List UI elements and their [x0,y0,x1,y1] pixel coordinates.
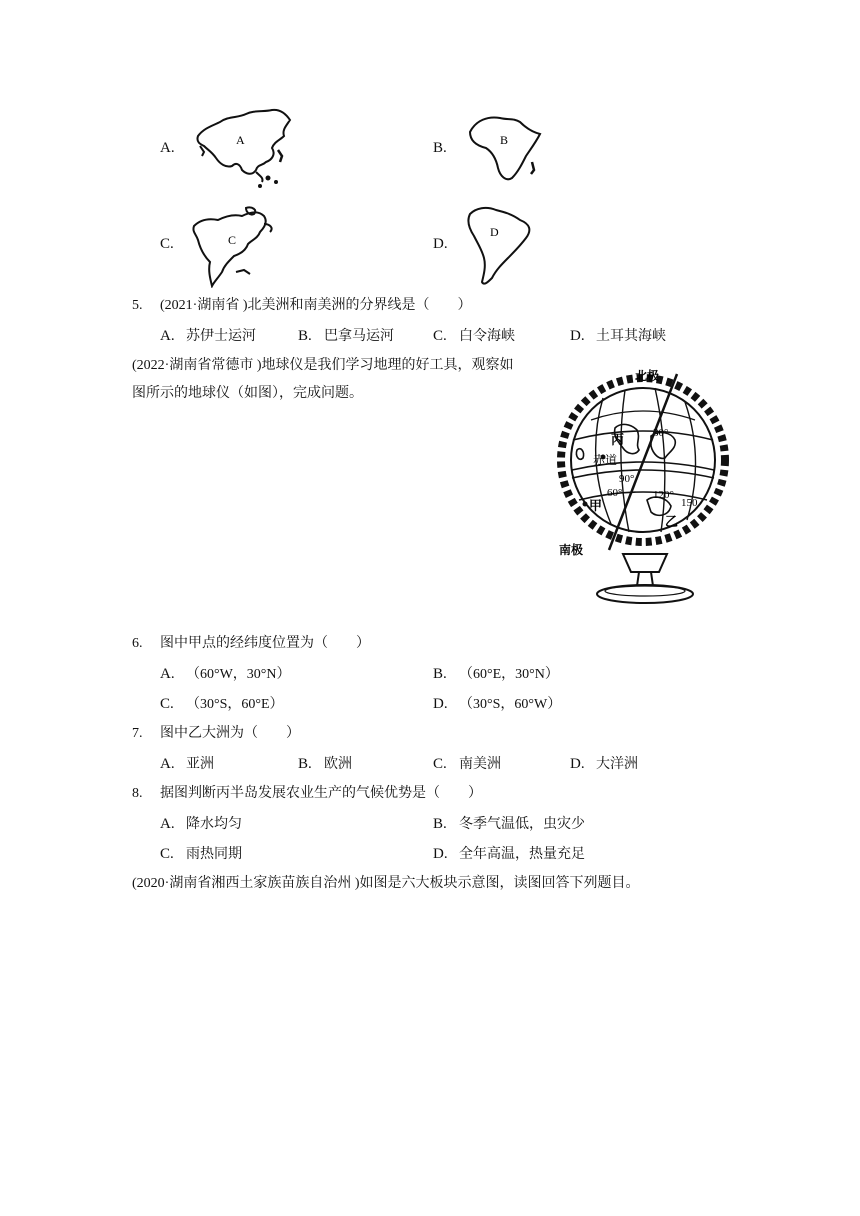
globe-jia-label: 甲 [589,498,603,513]
q6-option-b-text: （60°E，30°N） [459,667,559,682]
q4-option-b-letter[interactable]: B. [433,140,447,156]
q5-option-d-text: 土耳其海峡 [596,329,666,344]
q6-option-b[interactable] [433,664,559,685]
q6-option-c-text: （30°S，60°E） [186,697,284,712]
africa-outline-map[interactable] [460,108,550,186]
q6-option-a-letter: A. [160,666,175,682]
q7-option-d-letter: D. [570,756,585,772]
globe-equator-label: 赤道 [593,453,618,467]
q7-stem: 图中乙大洲为（ ） [160,726,300,741]
q7-option-a-text: 亚洲 [186,757,214,772]
plates-intro: (2020·湖南省湘西土家族苗族自治州 )如图是六大板块示意图，读图回答下列题目。 [132,876,640,891]
q6-option-c-letter: C. [160,696,174,712]
q5-stem: (2021·湖南省 )北美洲和南美洲的分界线是（ ） [160,298,472,313]
q6-number: 6. [132,636,143,651]
globe-intro-line-1: (2022·湖南省常德市 )地球仪是我们学习地理的好工具，观察如 [132,358,514,373]
q6-option-d-text: （30°S，60°W） [459,697,562,712]
globe-deg-150-label: 150 [681,497,698,509]
q5-option-b[interactable] [298,326,394,347]
globe-deg-60-label: 60° [607,487,623,499]
q6-option-d[interactable] [433,694,561,715]
q4-option-a-letter[interactable]: A. [160,140,175,156]
q4-option-d-letter[interactable]: D. [433,236,448,252]
globe-deg-90-label: 90° [619,473,635,485]
africa-map-label: B [500,133,509,147]
q5-option-d[interactable] [570,326,666,347]
q5-option-d-letter: D. [570,328,585,344]
q8-option-b-text: 冬季气温低，虫灾少 [459,817,585,832]
q5-option-b-text: 巴拿马运河 [324,329,394,344]
q5-option-c-letter: C. [433,328,447,344]
q8-option-c-text: 雨热同期 [186,847,242,862]
q6-option-a-text: （60°W，30°N） [186,667,291,682]
q7-number: 7. [132,726,143,741]
q7-option-d[interactable] [570,754,638,775]
globe-deg-120-label: 120° [653,489,674,501]
q5-option-c-text: 白令海峡 [459,329,515,344]
globe-deg-30-label: 30° [653,427,669,439]
q8-option-c-letter: C. [160,846,174,862]
q5-option-a-text: 苏伊士运河 [186,329,256,344]
q6-option-d-letter: D. [433,696,448,712]
q5-option-a[interactable] [160,326,256,347]
q8-option-d-letter: D. [433,846,448,862]
q7-option-c-text: 南美洲 [459,757,501,772]
q8-option-b[interactable] [433,814,585,835]
q7-option-a-letter: A. [160,756,175,772]
south-america-outline-map[interactable] [460,202,540,288]
globe-yi-label: 乙 [665,514,679,529]
asia-map-label: A [236,133,245,147]
south-america-map-label: D [490,225,499,239]
q5-option-b-letter: B. [298,328,312,344]
q7-option-d-text: 大洋洲 [596,757,638,772]
q5-number: 5. [132,298,143,313]
q7-option-c[interactable] [433,754,501,775]
q8-option-a-letter: A. [160,816,175,832]
globe-figure [555,358,735,608]
q4-option-c-letter[interactable]: C. [160,236,174,252]
asia-outline-map[interactable] [190,106,295,192]
q7-option-b-text: 欧洲 [324,757,352,772]
globe-intro-line-2: 图所示的地球仪（如图），完成问题。 [132,386,363,401]
q5-option-c[interactable] [433,326,515,347]
q6-option-a[interactable] [160,664,291,685]
q8-option-d[interactable] [433,844,585,865]
q8-option-c[interactable] [160,844,242,865]
q8-stem: 据图判断丙半岛发展农业生产的气候优势是（ ） [160,786,482,801]
q6-option-b-letter: B. [433,666,447,682]
q8-number: 8. [132,786,143,801]
q5-option-a-letter: A. [160,328,175,344]
q7-option-a[interactable] [160,754,214,775]
q6-stem: 图中甲点的经纬度位置为（ ） [160,636,370,651]
north-america-map-label: C [228,233,237,247]
q7-option-b-letter: B. [298,756,312,772]
globe-south-pole-label: 南极 [559,543,584,557]
north-america-outline-map[interactable] [188,204,280,288]
q8-option-a[interactable] [160,814,242,835]
globe-north-pole-label: 北极 [635,369,660,383]
q8-option-b-letter: B. [433,816,447,832]
q8-option-a-text: 降水均匀 [186,817,242,832]
q7-option-b[interactable] [298,754,352,775]
globe-bing-label: 丙 [611,432,625,447]
q7-option-c-letter: C. [433,756,447,772]
q8-option-d-text: 全年高温，热量充足 [459,847,585,862]
q6-option-c[interactable] [160,694,284,715]
